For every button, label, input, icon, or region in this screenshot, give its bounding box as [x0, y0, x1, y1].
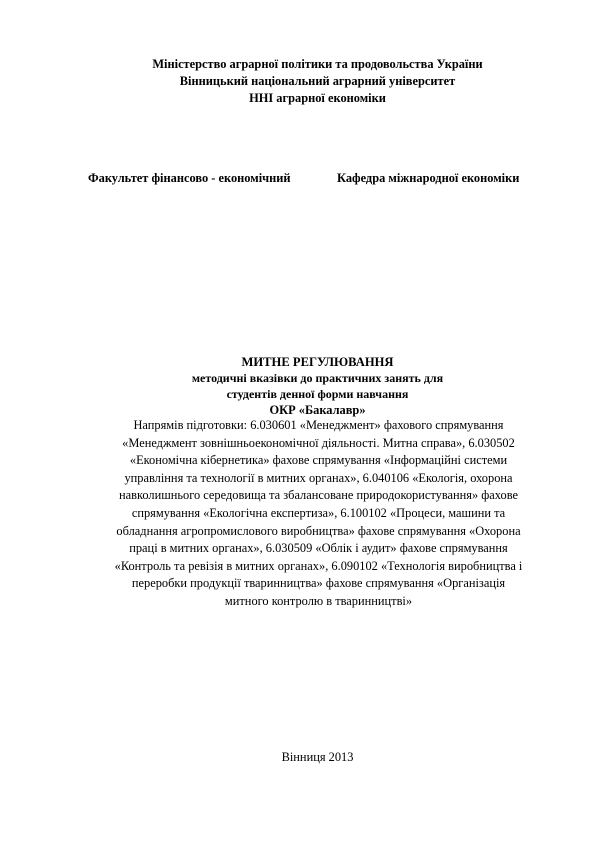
department-name: Кафедра міжнародної економіки [337, 171, 520, 185]
training-directions [80, 417, 557, 611]
directions-line: «Економічна кібернетика» фахове спрямування «Інформаційні системи [129, 453, 508, 468]
title-page-header [60, 56, 575, 107]
document-subtitle-line: методичні вказівки до практичних занять для [191, 371, 444, 385]
directions-line: «Контроль та ревізія в митних органах», 6.090102 «Технологія виробництва і [114, 558, 523, 573]
directions-line: управління та технології в митних органах», 6.040106 «Екологія, охорона [124, 470, 513, 485]
city-and-year: Вінниця 2013 [281, 750, 354, 764]
directions-line: Напрямів підготовки: 6.030601 «Менеджмент» фахового спрямування [133, 418, 504, 432]
institute-name: ННІ аграрної економіки [249, 91, 386, 105]
directions-line: праці в митних органах», 6.030509 «Облік і аудит» фахове спрямування [129, 541, 508, 556]
directions-line: переробки продукції тваринництва» фахове спрямування «Організація [131, 576, 506, 591]
document-title-block [72, 355, 563, 418]
university-name: Вінницький національний аграрний університет [179, 74, 456, 88]
document-subtitle-line: студентів денної форми навчання [226, 387, 409, 401]
directions-line: спрямування «Екологічна експертиза», 6.100102 «Процеси, машини та [131, 505, 506, 520]
degree-level: ОКР «Бакалавр» [269, 403, 366, 417]
directions-line: «Менеджмент зовнішньоекономічної діяльності. Митна справа», 6.030502 [122, 435, 515, 450]
directions-line: навколишнього середовища та збалансоване природокористування» фахове [118, 488, 518, 503]
faculty-name: Факультет фінансово - економічний [88, 171, 291, 185]
ministry-name: Міністерство аграрної політики та продовольства України [152, 57, 483, 71]
directions-line: митного контролю в тваринництві» [224, 593, 413, 608]
directions-line: обладнання агропромислового виробництва» фахове спрямування «Охорона [116, 523, 521, 538]
document-title: МИТНЕ РЕГУЛЮВАННЯ [241, 355, 394, 369]
